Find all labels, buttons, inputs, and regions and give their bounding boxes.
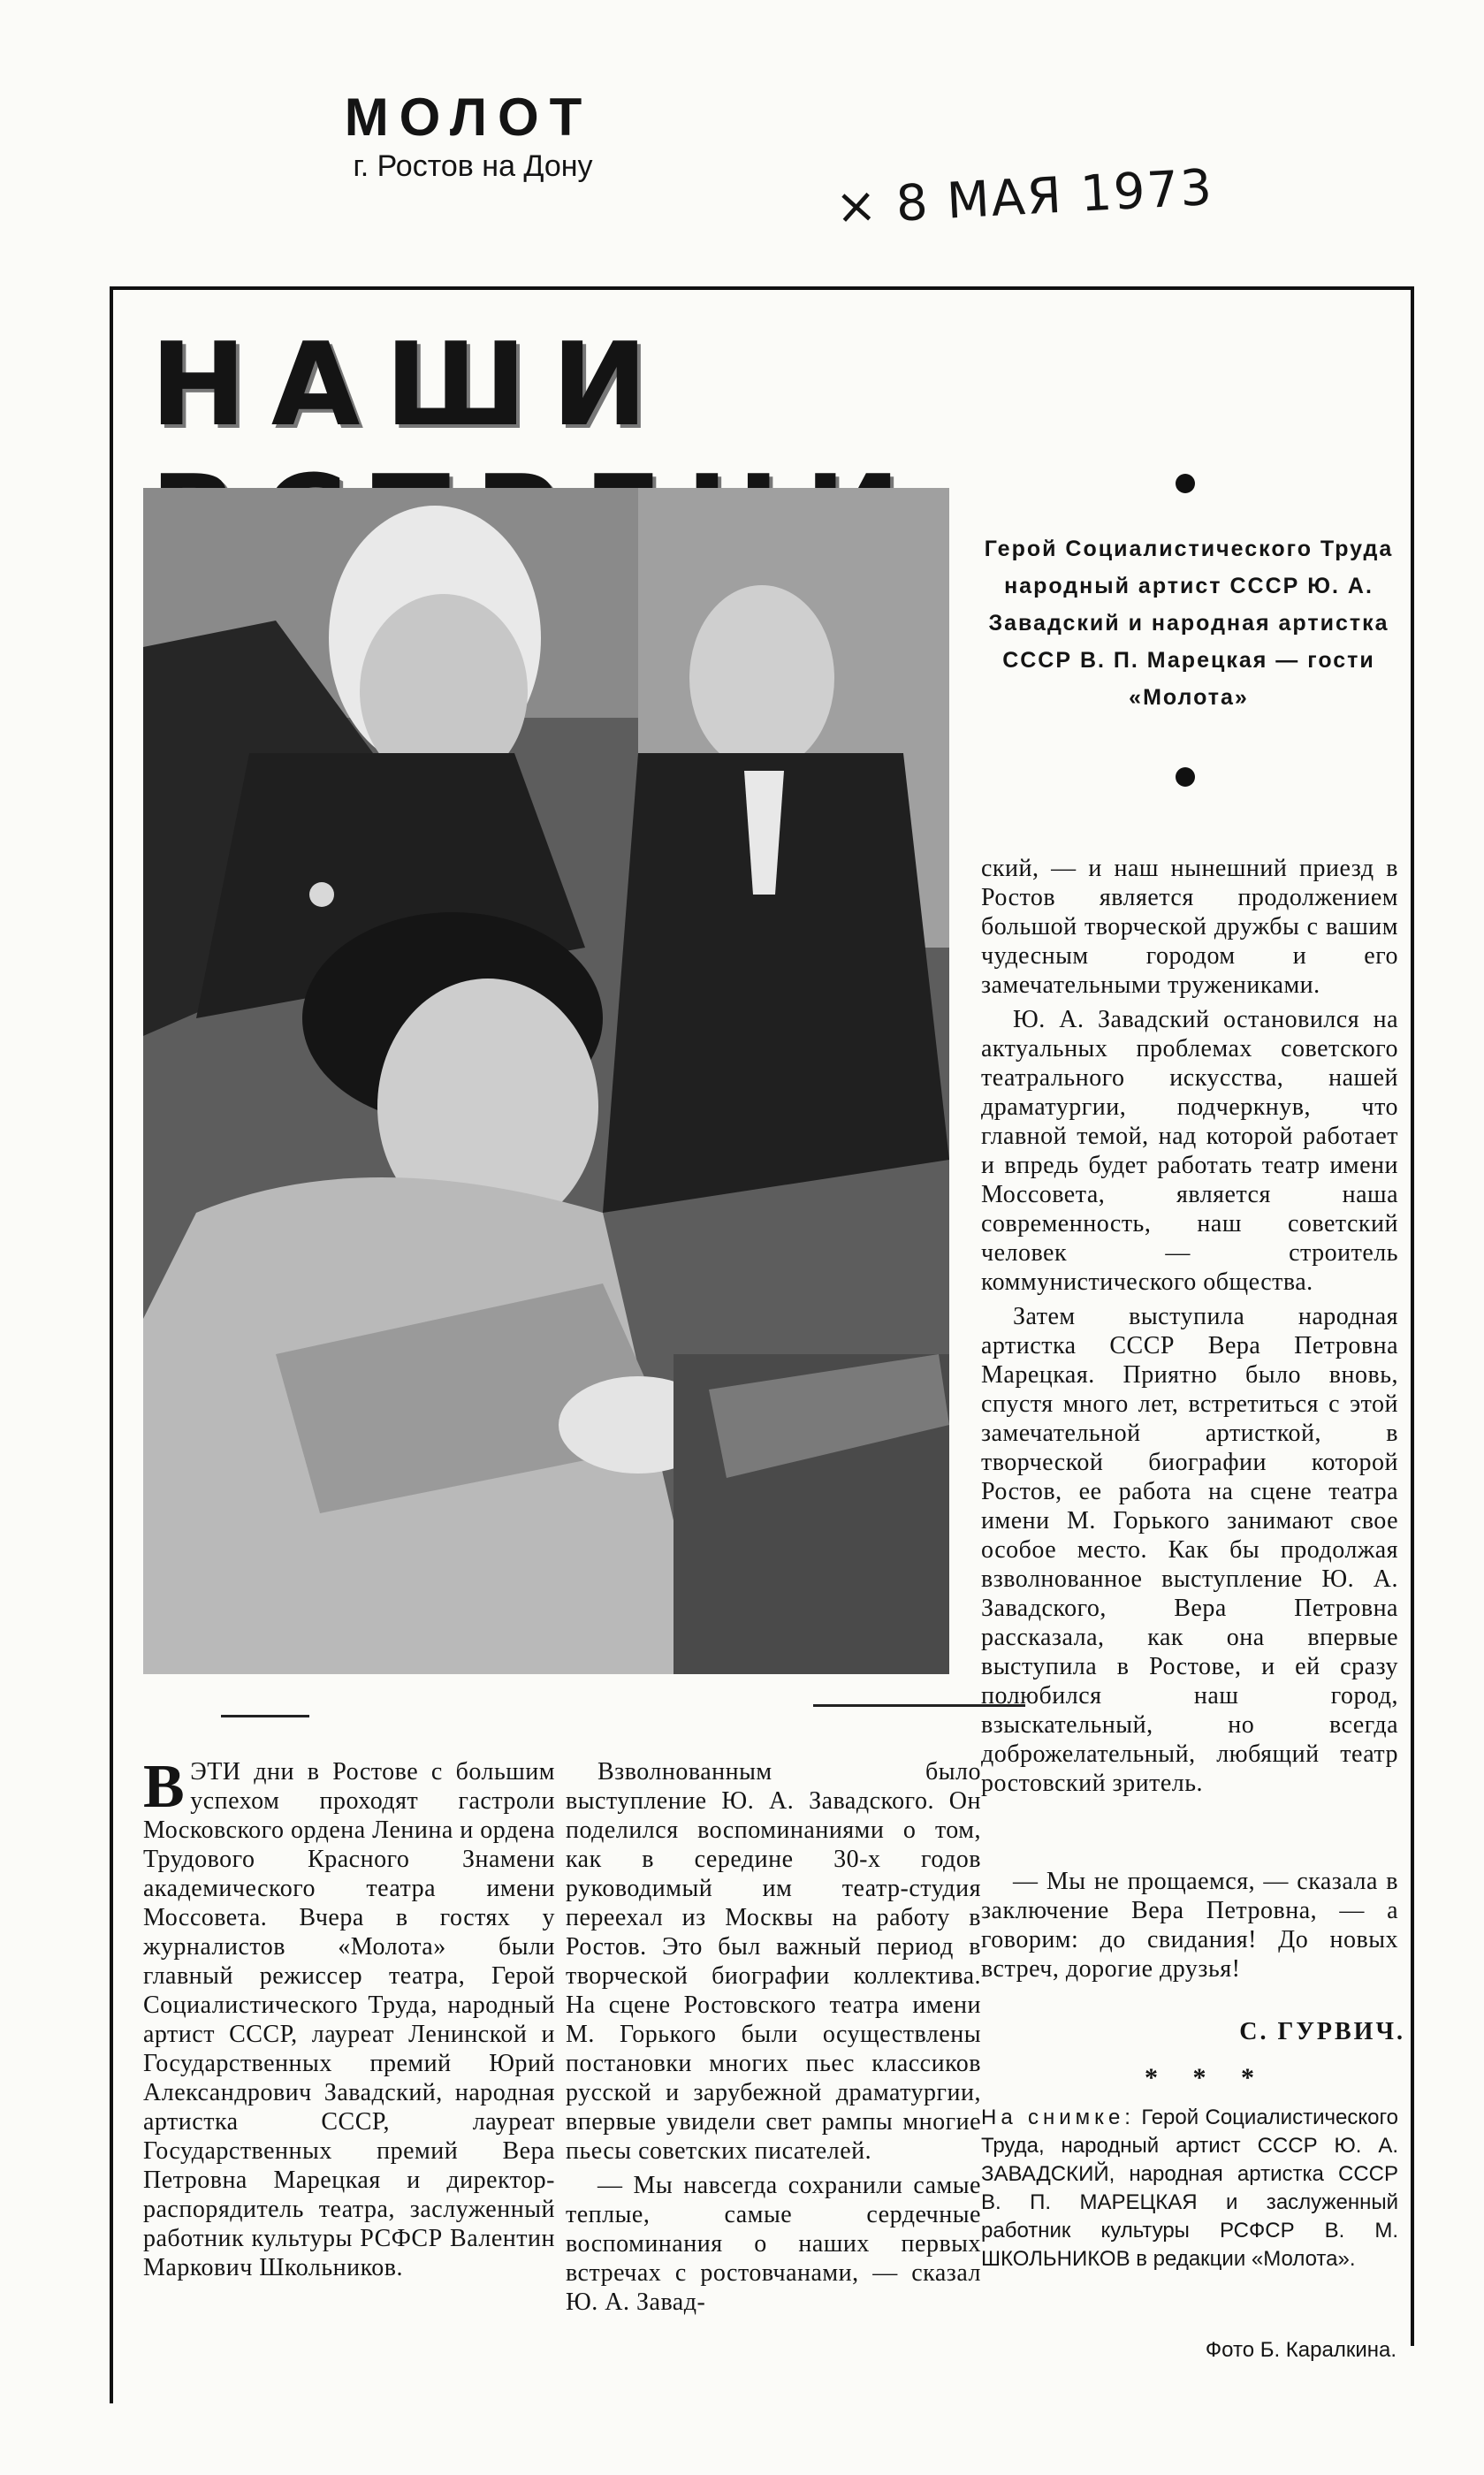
photo-caption-text: Герой Социалистического Труда, народный артист СССР Ю. А. ЗАВАДСКИЙ, народная артистка СССР В. П. МАРЕЦКАЯ и заслуженный работник культуры РСФСР В. М. ШКОЛЬНИКОВ в редакции «Молота». [981, 2106, 1399, 2271]
column-rule-left [221, 1715, 309, 1717]
frame-top-rule [110, 286, 1414, 290]
bullet-bottom [1176, 767, 1195, 787]
masthead-city: г. Ростов на Дону [353, 149, 593, 183]
photo-caption [981, 2104, 1398, 2273]
article-paragraph [143, 1753, 555, 2282]
bullet-top [1176, 474, 1195, 493]
author-signature: С. ГУРВИЧ. [1239, 2018, 1405, 2045]
article-paragraph: — Мы не прощаемся, — сказала в заключение Вера Петровна, — а говорим: до свидания! До новых встреч, дорогие друзья! [981, 1868, 1398, 1983]
article-column-2 [566, 1757, 981, 2322]
article-column-3 [981, 854, 1398, 1803]
headline: НАШИ [150, 317, 673, 452]
article-paragraph: Ю. А. Завадский остановился на актуальных проблемах советского театрального искусства, нашей драматургии, подчеркнув, что главной темой, над которой работает и впредь будет работать театр имени Моссовета, является наша современность, наш советский человек — строитель коммунистического общества. [981, 1006, 1398, 1296]
photo-credit: Фото Б. Каралкина. [1205, 2338, 1396, 2362]
article-paragraph: — Мы навсегда сохранили самые теплые, самые сердечные воспоминания о наших первых встречах с ростовчанами, — сказал Ю. А. Завад- [566, 2172, 981, 2316]
photo-heading-caption: Герой Социалистического Труда народный артист СССР Ю. А. Завадский и народная артистка СССР В. П. Марецкая — гости «Молота» [984, 537, 1394, 710]
article-paragraph: Затем выступила народная артистка СССР Вера Петровна Марецкая. Приятно было вновь, спустя много лет, встретиться с этой замечательной артисткой, в творческой биографии которой Ростов, ее работа на сцене театра имени М. Горького занимают свое особое место. Как бы продолжая взволнованное выступление Ю. А. Завадского, Вера Петровна рассказала, как она впервые выступила в Ростове, и ей сразу полюбился наш город, взыскательный, но всегда доброжелательный, любящий театр ростовский зритель. [981, 1303, 1398, 1797]
article-paragraph: Взволнованным было выступление Ю. А. Завадского. Он поделился воспоминаниями о том, как в середине 30-х годов руководимый им театр-студия переехал из Москвы на работу в Ростов. Это был важный период в творческой биографии коллектива. На сцене Ростовского театра имени М. Горького были осуществлены постановки многих пьес классиков русской и зарубежной драматургии, впервые увидели свет рампы многие пьесы советских писателей. [566, 1758, 981, 2165]
article-text: ЭТИ дни в Ростове с большим успехом проходят гастроли Московского ордена Ленина и ордена Трудового Красного Знамени академического театра имени Моссовета. Вчера в гостях у журналистов «Молота» были главный режиссер театра, Герой Социалистического Труда, народный артист СССР, лауреат Ленинской и Государственных премий Юрий Александрович Завадский, народная артистка СССР, лауреат Государственных премий Вера Петровна Марецкая и директор-распорядитель театра, заслуженный работник культуры РСФСР Валентин Маркович Школьников. [143, 1758, 555, 2281]
date-stamp: × 8 МАЯ 1973 [833, 158, 1215, 237]
separator-stars: * * * [1145, 2063, 1268, 2092]
masthead-title: МОЛОТ [344, 88, 593, 147]
frame-right-rule [1411, 286, 1414, 2346]
group-photo [143, 488, 949, 1674]
article-paragraph: ский, — и наш нынешний приезд в Ростов является продолжением большой творческой дружбы с вашим чудесным городом и его замечательными тружениками. [981, 855, 1398, 999]
photo-caption-lead: На снимке: [981, 2106, 1135, 2129]
article-column-4 [981, 1867, 1398, 1989]
frame-left-rule [110, 286, 113, 2403]
drop-cap: В [143, 1753, 186, 1821]
masthead [309, 87, 628, 184]
article-column-1 [143, 1753, 555, 2288]
